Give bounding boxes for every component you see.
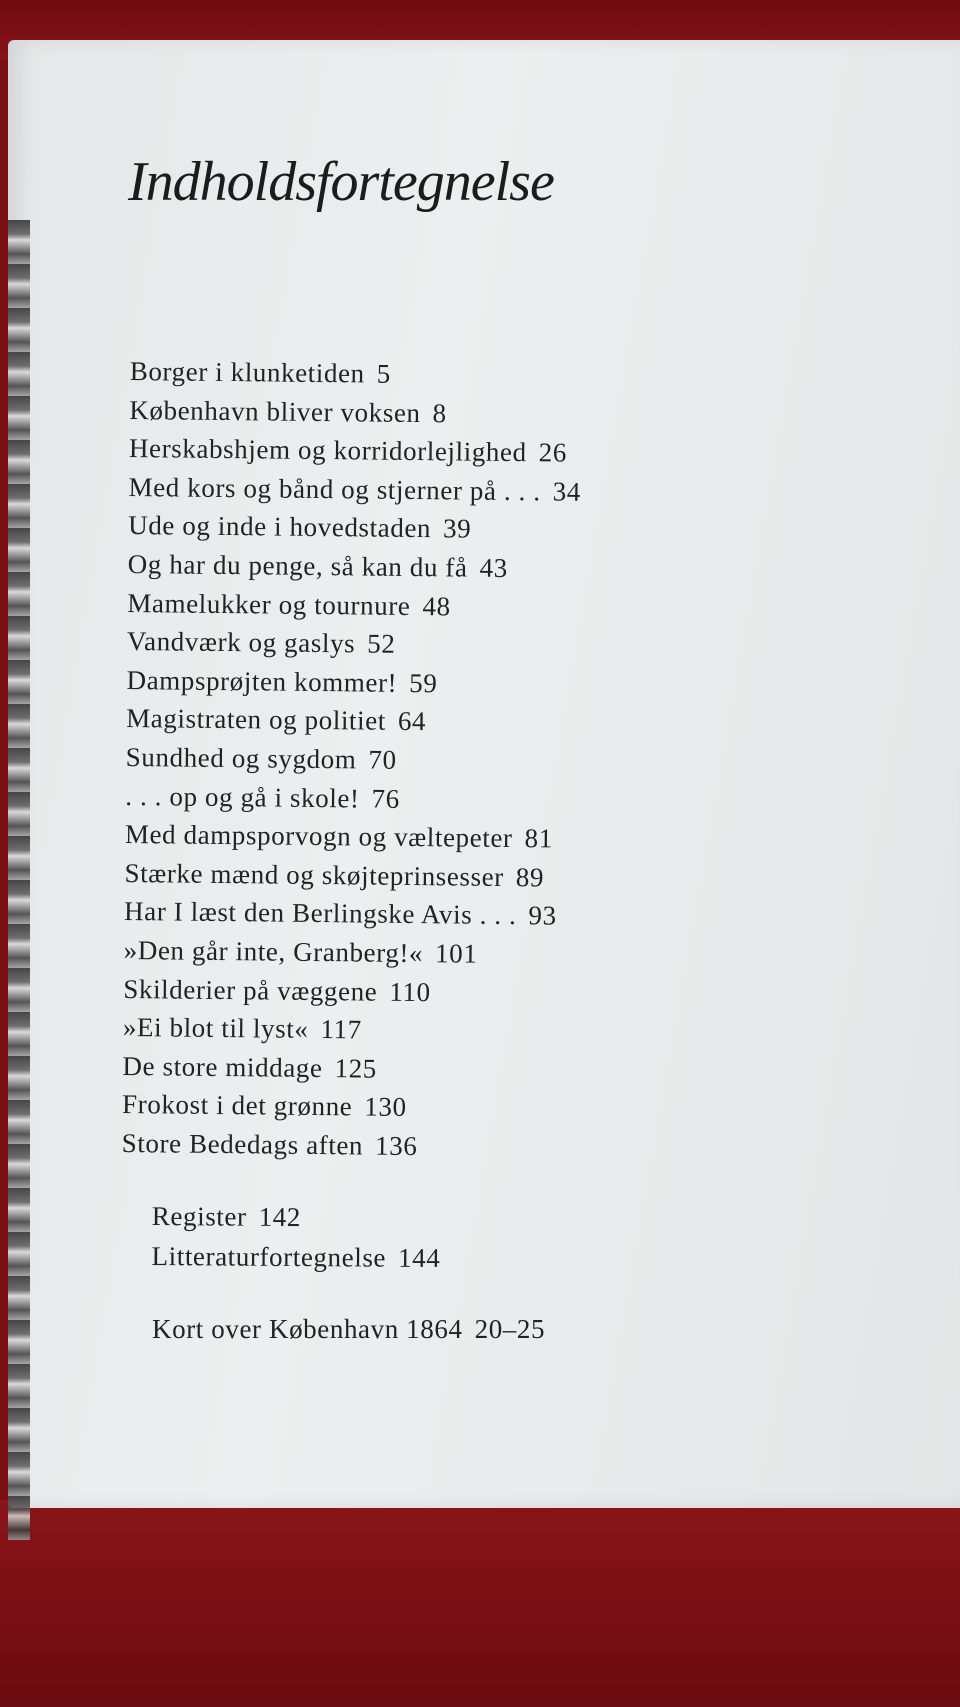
entry-label: Kort over København 1864 [152, 1314, 463, 1344]
list-item [122, 1124, 575, 1167]
list-item [124, 892, 577, 935]
entry-label: Herskabshjem og korridorlejlighed [128, 433, 527, 468]
entry-page: 8 [432, 397, 447, 428]
entry-label: Register [151, 1200, 247, 1232]
list-item [152, 1196, 441, 1238]
list-item [127, 622, 580, 665]
entry-page: 125 [334, 1052, 378, 1084]
page-title: Indholdsfortegnelse [128, 151, 554, 213]
list-item [128, 468, 581, 511]
list-item [126, 661, 579, 704]
entry-page: 34 [552, 476, 582, 507]
appendix-list [151, 1196, 440, 1278]
entry-label: København bliver voksen [129, 394, 421, 428]
entry-page: 52 [367, 628, 396, 659]
entry-label: Ude og inde i hovedstaden [128, 510, 432, 544]
list-item [126, 738, 579, 781]
entry-page: 39 [442, 513, 472, 544]
list-item [129, 391, 582, 434]
list-item [125, 777, 578, 820]
entry-label: Litteraturfortegnelse [151, 1240, 387, 1273]
entry-page: 101 [434, 938, 478, 969]
background-bottom [0, 1500, 960, 1707]
entry-page: 89 [515, 861, 545, 893]
list-item [122, 1085, 575, 1128]
entry-label: Sundhed og sygdom [125, 741, 357, 775]
entry-label: Borger i klunketiden [129, 355, 365, 389]
entry-label: »Den går inte, Granberg!« [123, 934, 424, 969]
list-item [122, 1047, 575, 1090]
entry-page: 136 [374, 1130, 418, 1161]
entry-label: Og har du penge, så kan du få [127, 548, 468, 583]
entry-label: Store Bededags aften [121, 1127, 364, 1161]
entry-label: »Ei blot til lyst« [122, 1012, 309, 1044]
list-item [125, 815, 578, 858]
entry-page: 144 [397, 1242, 441, 1274]
list-item [129, 429, 582, 472]
entry-page: 81 [524, 823, 553, 854]
entry-label: Mamelukker og tournure [127, 587, 411, 621]
map-reference [152, 1310, 545, 1349]
list-item [123, 1008, 576, 1051]
entry-page: 117 [320, 1014, 362, 1045]
book-spine-edge [8, 220, 30, 1540]
entry-page: 76 [371, 783, 400, 814]
entry-page: 93 [528, 900, 557, 931]
entry-page: 20–25 [474, 1314, 546, 1344]
entry-label: De store middage [122, 1050, 323, 1083]
entry-page: 142 [258, 1201, 302, 1233]
list-item [124, 854, 577, 897]
entry-page: 64 [397, 706, 427, 737]
table-of-contents [122, 352, 583, 1167]
entry-page: 5 [376, 358, 392, 389]
list-item [130, 352, 583, 395]
entry-label: Med kors og bånd og stjerner på . . . [128, 471, 541, 507]
list-item [152, 1310, 545, 1349]
list-item [124, 931, 577, 974]
entry-label: Frokost i det grønne [121, 1089, 353, 1122]
entry-label: Har I læst den Berlingske Avis . . . [123, 896, 517, 931]
entry-page: 130 [364, 1091, 407, 1123]
list-item [126, 699, 579, 742]
entry-label: Med dampsporvogn og væltepeter [124, 819, 513, 854]
entry-label: Skilderier på væggene [123, 973, 378, 1007]
list-item [128, 506, 581, 549]
list-item [128, 545, 581, 588]
entry-page: 59 [409, 667, 438, 698]
entry-page: 110 [389, 976, 431, 1007]
list-item [123, 969, 576, 1012]
entry-label: Vandværk og gaslys [126, 626, 356, 659]
entry-label: Magistraten og politiet [126, 703, 387, 737]
entry-page: 43 [479, 552, 508, 583]
entry-label: Dampsprøjten kommer! [126, 664, 398, 698]
list-item [151, 1236, 440, 1278]
list-item [127, 584, 580, 627]
entry-page: 48 [422, 590, 451, 621]
entry-label: Stærke mænd og skøjteprinsesser [124, 857, 505, 892]
entry-label: . . . op og gå i skole! [125, 780, 360, 813]
entry-page: 26 [538, 437, 568, 468]
entry-page: 70 [368, 744, 397, 775]
